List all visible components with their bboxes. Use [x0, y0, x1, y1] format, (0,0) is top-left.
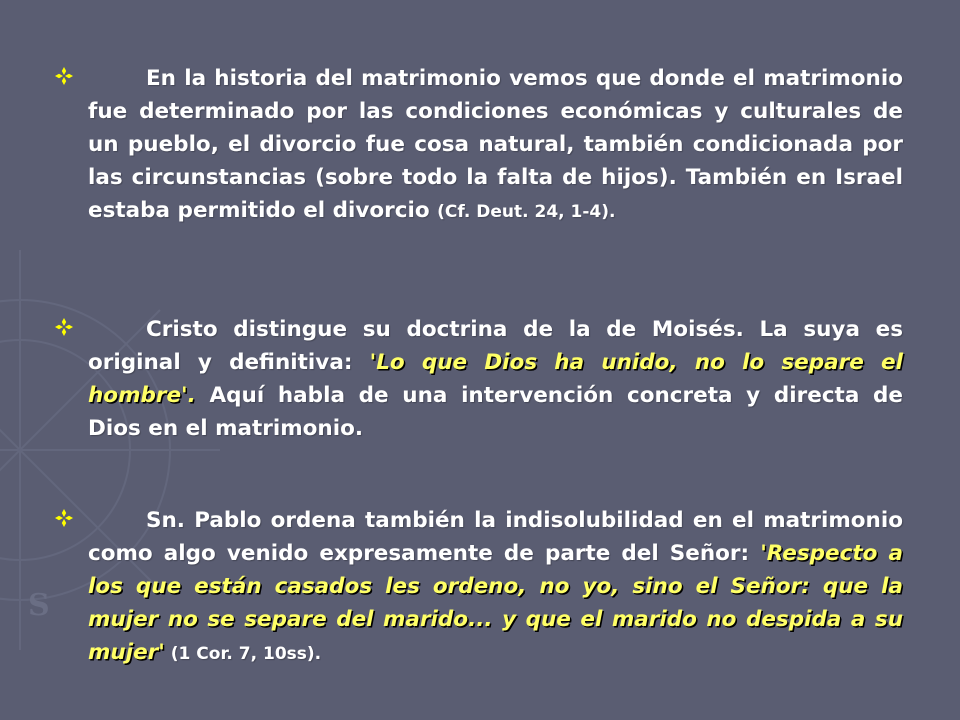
- paragraph-cristo: [88, 313, 903, 445]
- paragraph-2-text-before: Cristo distingue su doctrina de la de Moisés. La suya es original y definitiva:: [88, 317, 903, 375]
- paragraph-2-quote: 'Lo que Dios ha unido, no lo separe el hombre'.: [88, 350, 903, 408]
- paragraph-3-quote: 'Respecto a los que están casados les ordeno, no yo, sino el Señor: que la mujer no se separe del marido... y que el marido no despida a su mujer': [88, 541, 903, 665]
- paragraph-2-text-after: Aquí habla de una intervención concreta y directa de Dios en el matrimonio.: [88, 383, 903, 441]
- paragraph-1-reference: (Cf. Deut. 24, 1-4).: [437, 202, 616, 222]
- paragraph-historia: [88, 62, 903, 229]
- paragraph-1-text: En la historia del matrimonio vemos que donde el matrimonio fue determinado por las condiciones económicas y culturales de un pueblo, el divorcio fue cosa natural, también condicionada por las circunstancias (sobre todo la falta de hijos). También en Israel estaba permitido el divorcio: [88, 66, 903, 223]
- diamond-clover-bullet-icon: [54, 317, 74, 337]
- diamond-clover-bullet-icon: [54, 508, 74, 528]
- paragraph-3-reference: (1 Cor. 7, 10ss).: [164, 644, 322, 664]
- paragraph-pablo: [88, 504, 903, 671]
- paragraph-3-text-before: Sn. Pablo ordena también la indisolubilidad en el matrimonio como algo venido expresamente de parte del Señor:: [88, 508, 903, 566]
- diamond-clover-bullet-icon: [54, 66, 74, 86]
- svg-text:S: S: [28, 588, 50, 623]
